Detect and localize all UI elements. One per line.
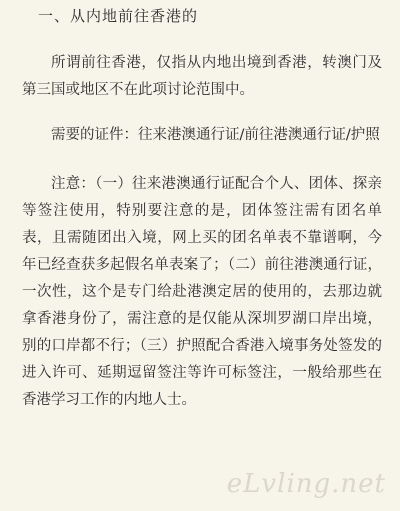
section-heading: 一、从内地前往香港的 (38, 7, 199, 25)
watermark-logo: eLvling.net (226, 469, 386, 499)
paragraph-documents: 需要的证件：往来港澳通行证/前往港澳通行证/护照 (51, 127, 380, 143)
paragraph-notes: 注意：（一）往来港澳通行证配合个人、团体、探亲等签注使用，特别要注意的是，团体签注需有团名单表，且需随团出入境，网上买的团名单表不靠谱啊，今年已经查获多起假名单表案了；（二）前往港澳通行证，一次性，这个是专门给赴港澳定居的使用的，去那边就拿香港身份了，需注意的是仅能从深圳罗湖口岸出境，别的口岸都不行；（三）护照配合香港入境事务处签发的进入许可、延期逗留签注等许可标签注，一般给那些在香港学习工作的内地人士。 (22, 176, 382, 408)
paragraph-scope: 所谓前往香港，仅指从内地出境到香港，转澳门及第三国或地区不在此项讨论范围中。 (22, 55, 382, 98)
